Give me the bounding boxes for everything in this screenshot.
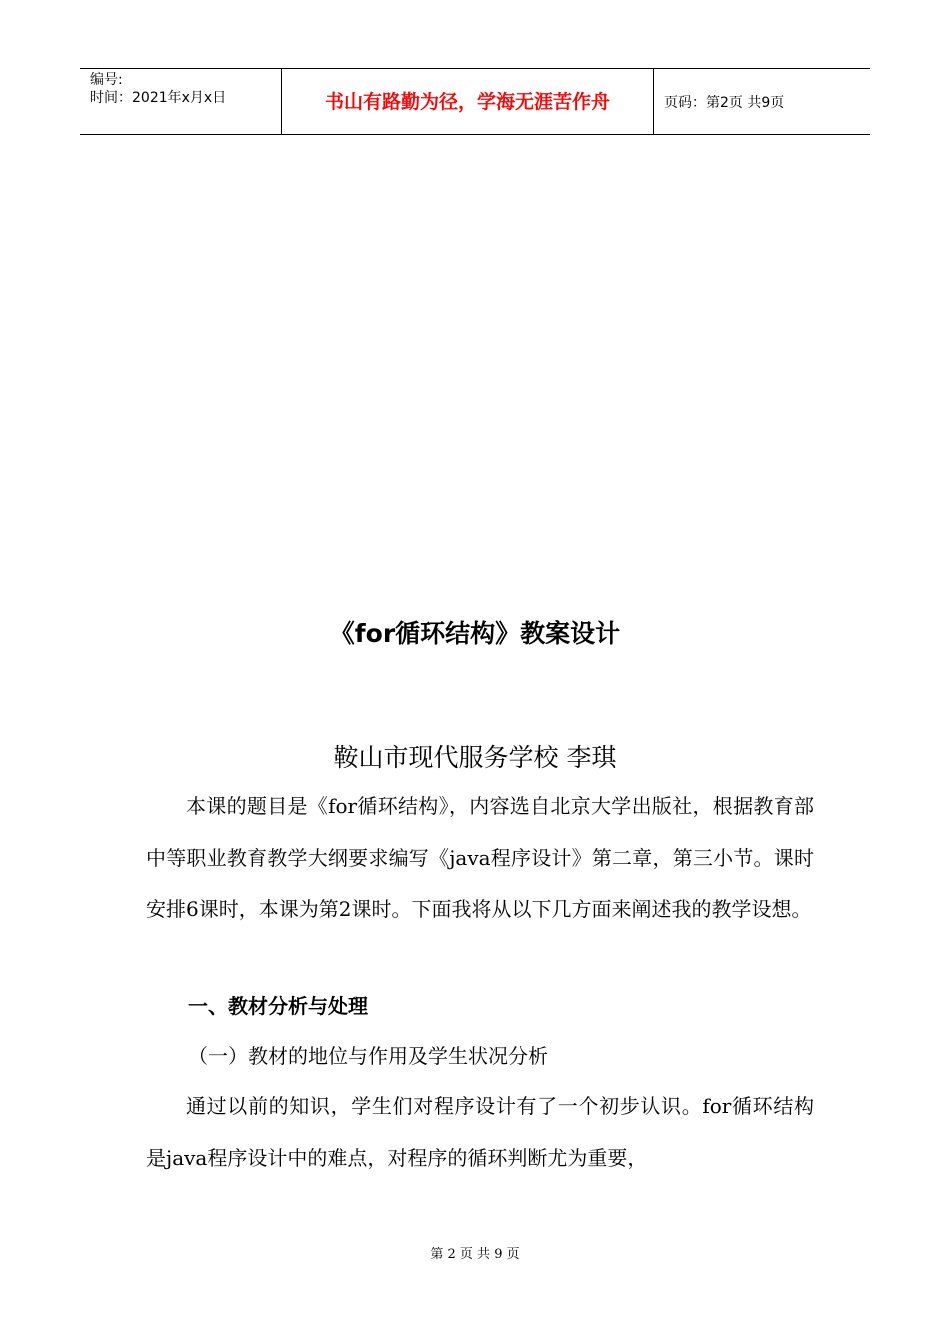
header-meta-cell bbox=[80, 69, 281, 134]
document-author: 鞍山市现代服务学校 李琪 bbox=[333, 743, 617, 772]
intro-paragraph: 本课的题目是《for循环结构》，内容选自北京大学出版社，根据教育部中等职业教育教学大纲要求编写《java程序设计》第二章，第三小节。课时安排6课时，本课为第2课时。下面我将从以下几方面来阐述我的教学设想。 bbox=[146, 794, 814, 921]
header-page-code: 页码：第2页 共9页 bbox=[664, 95, 785, 111]
subsection-heading: （一）教材的地位与作用及学生状况分析 bbox=[188, 1044, 548, 1068]
header-page-cell bbox=[654, 69, 870, 134]
section-heading: 一、教材分析与处理 bbox=[188, 994, 368, 1018]
document-time-label: 时间：2021年x月x日 bbox=[90, 90, 227, 106]
document-header bbox=[80, 68, 870, 135]
header-motto-cell bbox=[281, 69, 654, 134]
header-motto: 书山有路勤为径，学海无涯苦作舟 bbox=[324, 91, 610, 113]
document-number-label: 编号: bbox=[90, 72, 123, 88]
analysis-paragraph: 通过以前的知识，学生们对程序设计有了一个初步认识。for循环结构是java程序设计中的难点，对程序的循环判断尤为重要， bbox=[146, 1094, 814, 1170]
document-title: 《for循环结构》教案设计 bbox=[329, 619, 621, 648]
page-footer: 第 2 页 共 9 页 bbox=[430, 1247, 520, 1262]
